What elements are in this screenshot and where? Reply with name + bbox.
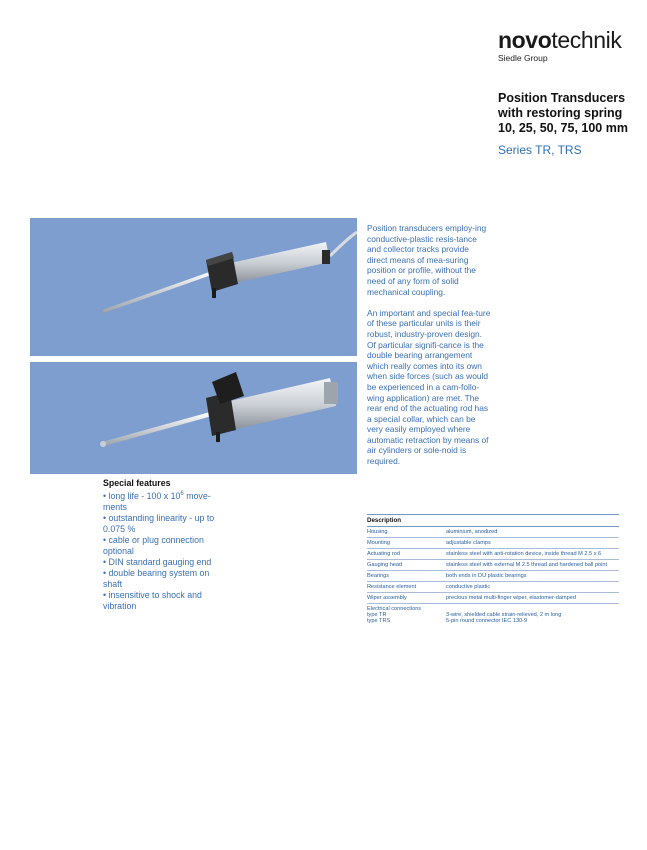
feature-item: • long life - 100 x $10^6$ move-ments — [103, 490, 211, 512]
brand-logo — [498, 28, 621, 63]
product-photo-trs — [30, 362, 357, 474]
description-table — [367, 514, 619, 626]
feature-item: • outstanding linearity - up to 0.075 % — [103, 512, 215, 534]
table-row-electrical: Electrical connections type TR type TRS 3-wire, shielded cable strain-relieved, 2 m long 5-pin round connector IEC 130-9 — [367, 605, 562, 624]
logo-subtitle: Siedle Group — [498, 53, 548, 63]
table-row: Wiper assembly precious metal multi-finger wiper, elastomer-damped — [367, 593, 619, 604]
feature-item: • insensitive to shock and vibration — [103, 589, 202, 611]
intro-paragraph-2: An important and special fea-ture of these particular units is their robust, industry-proven design. Of particular signifi-cance is the double bearing arrangement which really comes into its own when side forces (such as would be experienced in a cam-follo-wing application) are met. The rear end of the actuating rod has a special collar, which can be very easily employed where automatic retraction by means of air cylinders or sole-noid is required. — [367, 307, 491, 467]
special-features — [103, 478, 228, 612]
intro-paragraph-1: Position transducers employ-ing conductive-plastic resis-tance and collector tracks provide direct means of mea-suring position or profile, without the need of any form of solid mechanical coupling. — [367, 223, 487, 297]
feature-item: • double bearing system on shaft — [103, 567, 210, 589]
feature-item: • cable or plug connection optional — [103, 534, 204, 556]
transducer-plug-image — [30, 362, 357, 474]
table-row: Bearings both ends in DU plastic bearings — [367, 571, 619, 582]
intro-text — [367, 223, 491, 477]
logo-wordmark: novotechnik — [498, 27, 622, 53]
page-title: Position Transducers with restoring spring 10, 25, 50, 75, 100 mm — [498, 91, 628, 135]
series-label: Series TR, TRS — [498, 143, 582, 157]
table-row: Mounting adjustable clamps — [367, 538, 619, 549]
table-row: Resistance element conductive plastic — [367, 582, 619, 593]
table-row: Housing aluminium, anodized — [367, 527, 619, 538]
table-row: Gauging head stainless steel with external M 2.5 thread and hardened ball point — [367, 560, 619, 571]
feature-item: • DIN standard gauging end — [103, 556, 212, 567]
table-row: Actuating rod stainless steel with anti-rotation device, inside thread M 2.5 x 6 — [367, 549, 619, 560]
table-heading: Description — [367, 514, 619, 527]
product-photo-tr — [30, 218, 357, 356]
transducer-cable-image — [30, 218, 357, 356]
features-heading: Special features — [103, 478, 171, 488]
